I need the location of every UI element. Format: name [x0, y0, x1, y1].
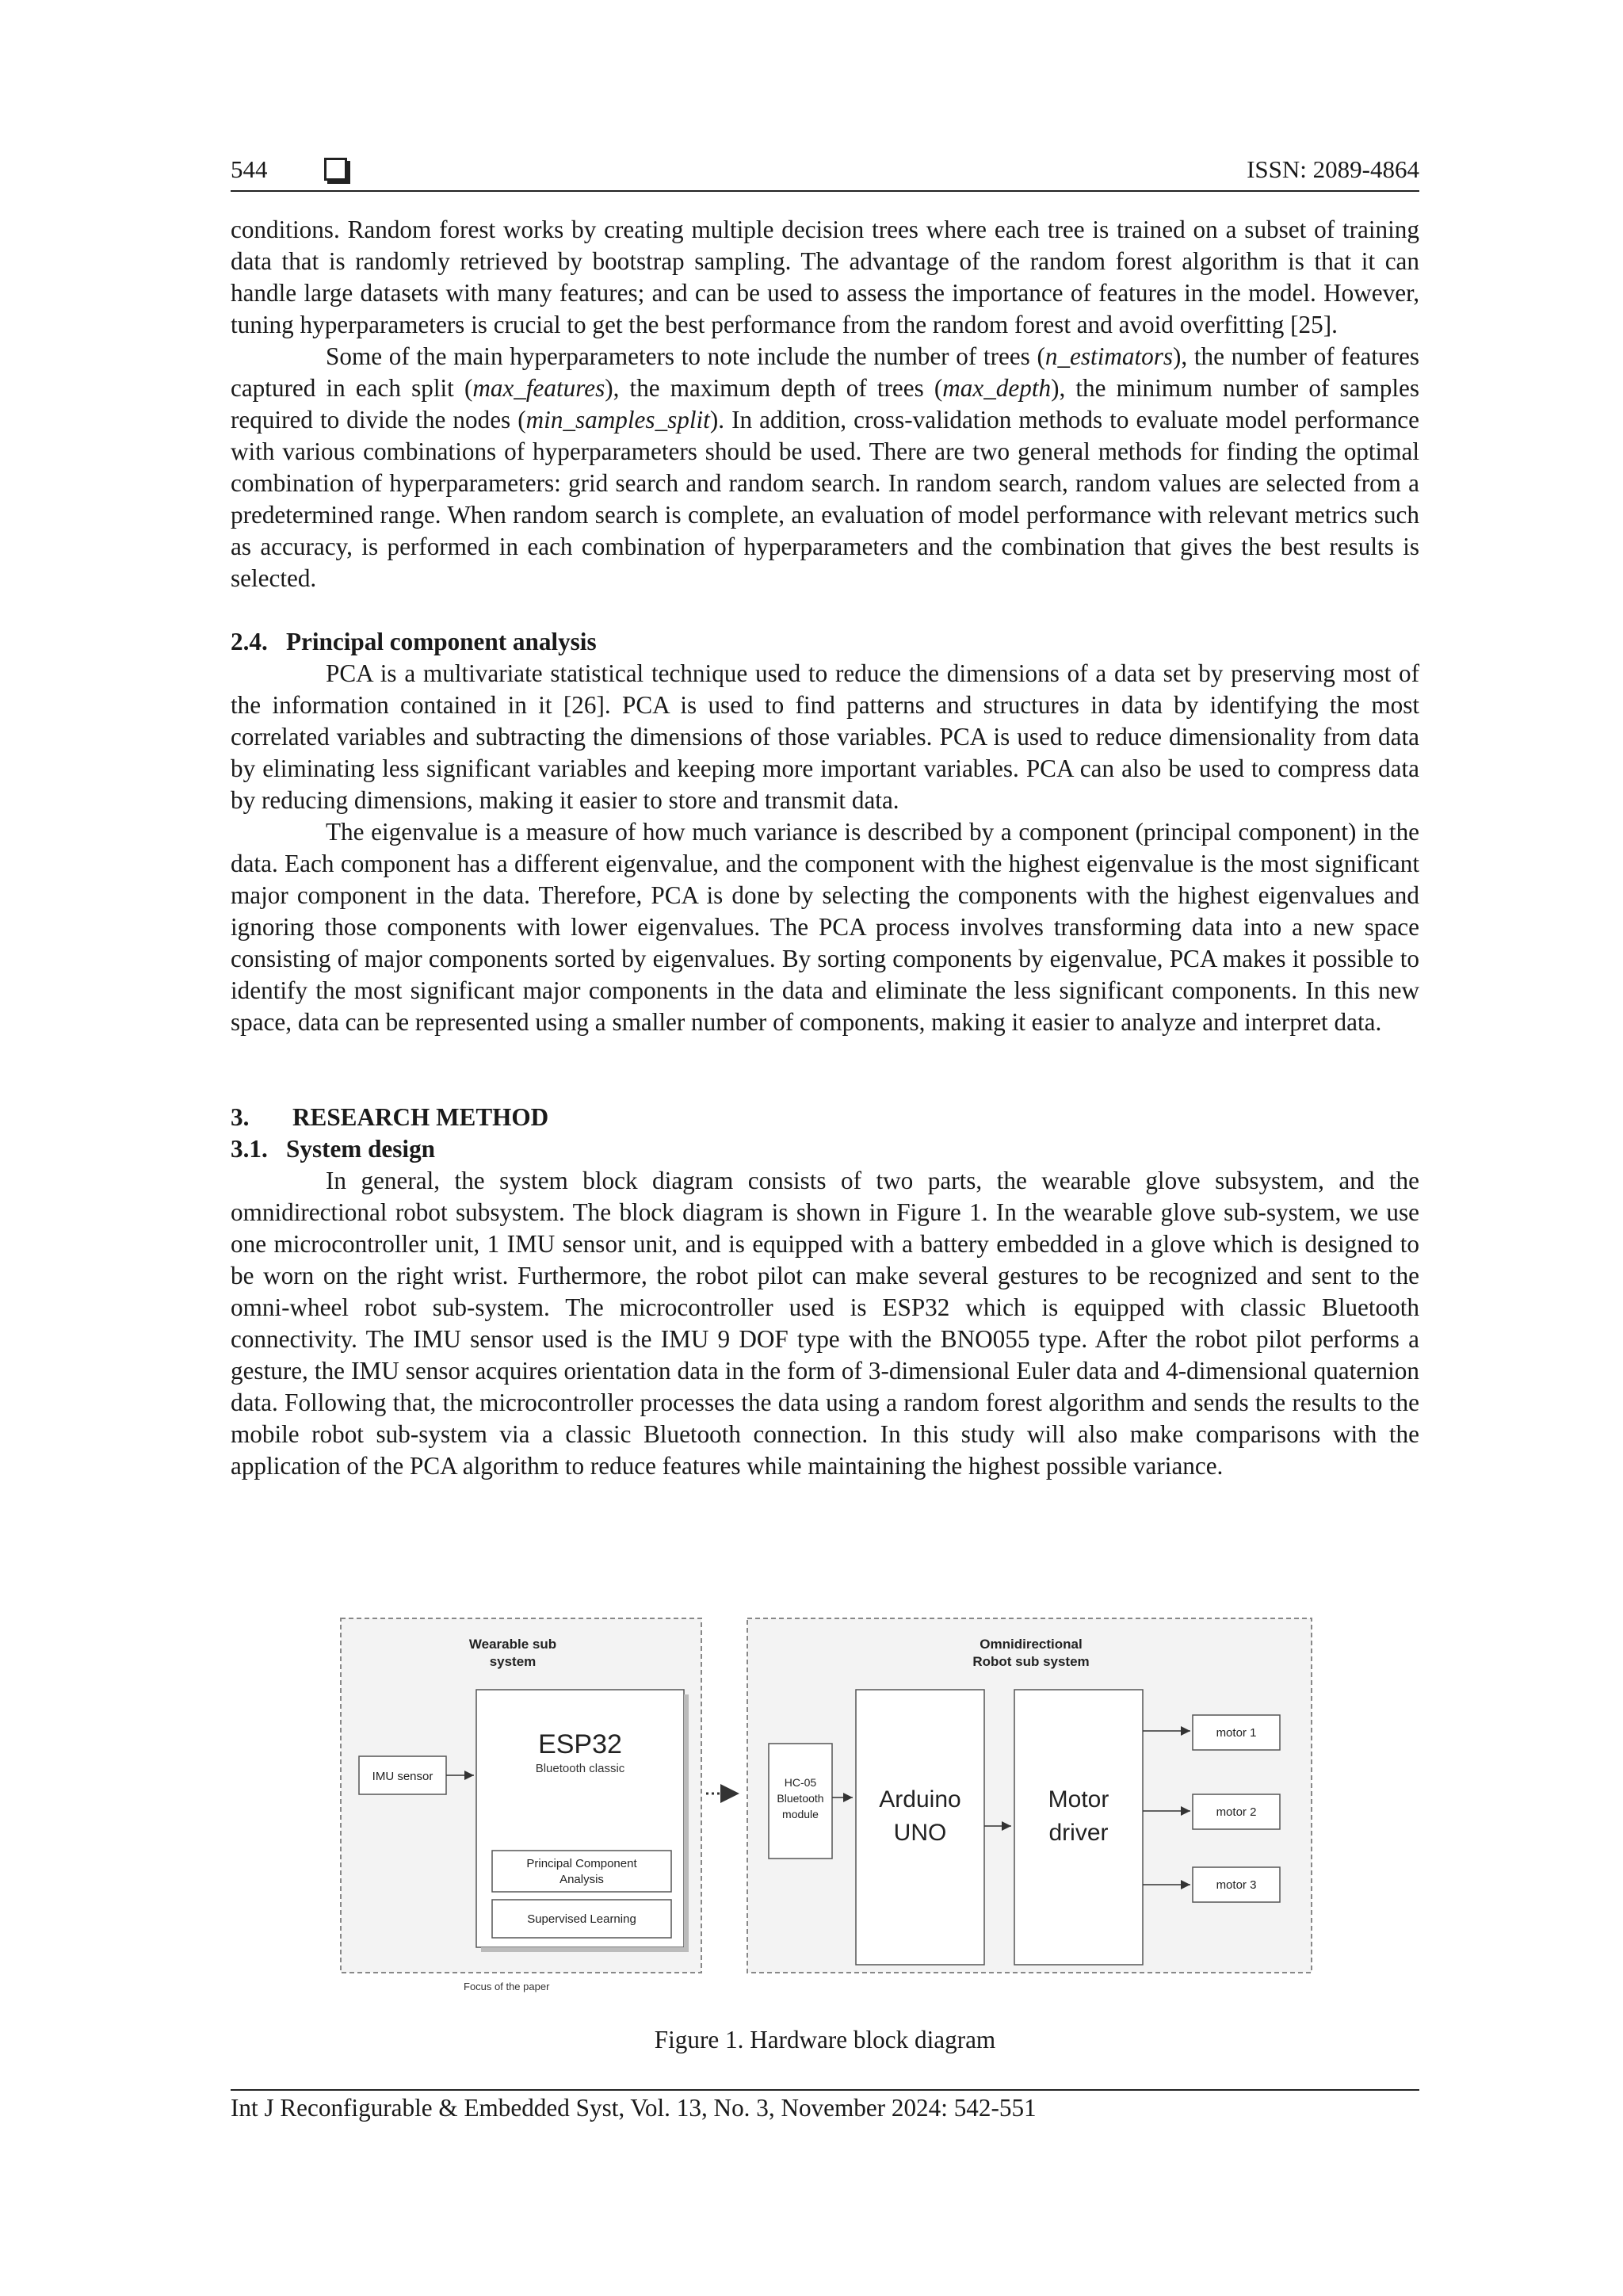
section-number: 3. [231, 1103, 250, 1131]
paragraph: In general, the system block diagram consists of two parts, the wearable glove subsystem, and the omnidirectional robot subsystem. The block diagram is shown in Figure 1. In the wearable glove sub-system, we use one microcontroller unit, 1 IMU sensor unit, and is equipped with a battery embedded in a glove which is designed to be worn on the right wrist. Furthermore, the robot pilot can make several gestures to be recognized and sent to the omni-wheel robot sub-system. The microcontroller used is ESP32 which is equipped with classic Bluetooth connectivity. The IMU sensor used is the IMU 9 DOF type with the BNO055 type. After the robot pilot performs a gesture, the IMU sensor acquires orientation data in the form of 3-dimensional Euler data and 4-dimensional quaternion data. Following that, the microcontroller processes the data using a random forest algorithm and sends the results to the mobile robot sub-system via a classic Bluetooth connection. In this study will also make comparisons with the application of the PCA algorithm to reduce features while maintaining the highest possible variance. [231, 1167, 1419, 1480]
motor-1-label: motor 1 [1216, 1726, 1257, 1740]
supervised-learning-label: Supervised Learning [527, 1912, 636, 1926]
footer-citation: Int J Reconfigurable & Embedded Syst, Vol. 13, No. 3, November 2024: 542-551 [231, 2094, 1037, 2122]
paragraph [231, 341, 1419, 594]
issn: ISSN: 2089-4864 [1247, 155, 1419, 183]
page-number: 544 [231, 155, 268, 183]
section-number: 2.4. [231, 628, 268, 655]
section-heading [231, 626, 1419, 658]
paragraph: conditions. Random forest works by creating multiple decision trees where each tree is trained on a subset of training data that is randomly retrieved by bootstrap sampling. The advantage of the random forest algorithm is that it can handle large datasets with many features; and can be used to assess the importance of features in the model. However, tuning hyperparameters is crucial to get the best performance from the random forest and avoid overfitting [25]. [231, 216, 1419, 338]
italic-term: max_features [472, 374, 605, 402]
hc05-label-line2: Bluetooth [777, 1792, 824, 1805]
section-title: Principal component analysis [286, 628, 597, 655]
motor-2-label: motor 2 [1216, 1805, 1257, 1819]
arduino-label-line2: UNO [893, 1820, 947, 1846]
motor-driver-label-line2: driver [1048, 1820, 1109, 1846]
text-run: ), the number of features captured in each split ( [231, 342, 1419, 402]
square-bullet-icon [324, 158, 347, 181]
paragraph: The eigenvalue is a measure of how much variance is described by a component (principal component) in the data. Each component has a different eigenvalue, and the component with the highest eigenvalue is the most significant major component in the data. Therefore, PCA is done by selecting the components with the highest eigenvalues and ignoring those components with lower eigenvalues. The PCA process involves transforming data into a new space consisting of major components sorted by eigenvalues. By sorting components by eigenvalue, PCA makes it possible to identify the most significant major components in the data and eliminate the less significant components. In this new space, data can be represented using a smaller number of components, making it easier to analyze and interpret data. [231, 818, 1419, 1036]
pca-label-line2: Analysis [559, 1873, 604, 1886]
robot-title-line1: Omnidirectional [980, 1637, 1083, 1652]
section-title: System design [286, 1135, 436, 1163]
paragraph: PCA is a multivariate statistical technique used to reduce the dimensions of a data set by preserving most of the information contained in it [26]. PCA is used to find patterns and structures in data by identifying the most correlated variables and subtracting the dimensions of those variables. PCA is used to reduce dimensionality from data by eliminating less significant variables and keeping more important variables. PCA can also be used to compress data by reducing dimensions, making it easier to store and transmit data. [231, 659, 1419, 814]
motor-driver-label-line1: Motor [1048, 1786, 1109, 1813]
motor-3-label: motor 3 [1216, 1878, 1257, 1892]
text-run: Some of the main hyperparameters to note include the number of trees ( [326, 342, 1045, 370]
header-rule [231, 190, 1419, 192]
pca-label-line1: Principal Component [526, 1857, 637, 1870]
wearable-title-line2: system [489, 1654, 537, 1669]
esp32-label: ESP32 [538, 1729, 622, 1759]
text-run: ), the minimum number of samples required to divide the nodes ( [231, 374, 1419, 434]
italic-term: n_estimators [1044, 342, 1174, 370]
hc05-label-line3: module [782, 1808, 819, 1820]
subsection-heading [231, 1133, 1419, 1165]
section-heading [231, 1102, 1419, 1133]
text-run: ), the maximum depth of trees ( [605, 374, 943, 402]
italic-term: max_depth [942, 374, 1052, 402]
imu-sensor-label: IMU sensor [372, 1770, 433, 1783]
page-header [231, 155, 1419, 190]
italic-term: min_samples_split [525, 406, 710, 434]
arduino-label-line1: Arduino [879, 1786, 961, 1813]
footer-rule [231, 2089, 1419, 2091]
article-body [231, 214, 1419, 1482]
text-run: ). In addition, cross-validation methods to evaluate model performance with various combinations of hyperparameters should be used. There are two general methods for finding the optimal combination of hyperparameters: grid search and random search. In random search, random values are selected from a predetermined range. When random search is complete, an evaluation of model performance with relevant metrics such as accuracy, is performed in each combination of hyperparameters and the combination that gives the best results is selected. [231, 406, 1419, 592]
hc05-label-line1: HC-05 [784, 1776, 817, 1789]
wearable-title-line1: Wearable sub [468, 1637, 557, 1652]
robot-title-line2: Robot sub system [972, 1654, 1090, 1669]
focus-label: Focus of the paper [464, 1981, 550, 1992]
bluetooth-classic-label: Bluetooth classic [535, 1762, 625, 1775]
figure-caption: Figure 1. Hardware block diagram [654, 2026, 996, 2053]
hardware-block-diagram [337, 1617, 1319, 2005]
section-title: RESEARCH METHOD [292, 1103, 549, 1131]
section-number: 3.1. [231, 1135, 268, 1163]
